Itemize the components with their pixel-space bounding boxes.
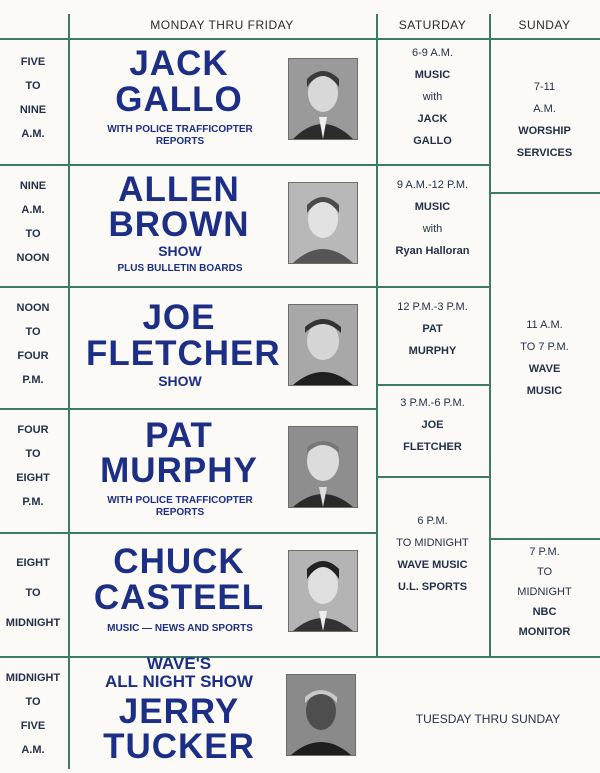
host-first-name: ALLEN (118, 170, 240, 209)
host-last-name: MURPHY (100, 451, 258, 490)
saturday-slot-5: 6 P.M. TO MIDNIGHT WAVE MUSIC U.L. SPORTS (396, 515, 469, 593)
grid-line (0, 164, 489, 166)
time-slot-midnight-to-five: MIDNIGHT TO FIVE A.M. (5, 672, 61, 756)
host-first-name: JERRY (118, 692, 240, 731)
host-first-name: JOE (142, 298, 216, 337)
host-last-name: FLETCHER (86, 334, 281, 373)
jerry-tucker-photo (286, 674, 356, 756)
host-first-name: JACK (129, 44, 229, 83)
saturday-header: SATURDAY (398, 18, 467, 32)
grid-line (376, 476, 489, 478)
joe-fletcher-photo (288, 304, 358, 386)
grid-line (489, 192, 600, 194)
host-last-name: BROWN (108, 205, 250, 244)
time-slot-four-to-eight: FOUR TO EIGHT P.M. (16, 424, 50, 508)
host-last-name: GALLO (115, 80, 243, 119)
show-label: SHOW (158, 243, 202, 259)
weekday-header: MONDAY THRU FRIDAY (150, 18, 294, 32)
host-last-name: CASTEEL (93, 578, 265, 617)
host-first-name: PAT (145, 416, 213, 455)
jack-gallo-photo (288, 58, 358, 140)
show-note: WITH POLICE TRAFFICOPTER REPORTS (107, 495, 253, 518)
time-slot-nine-to-noon: NINE A.M. TO NOON (16, 180, 50, 264)
show-pre-title: WAVE'S (146, 654, 212, 673)
host-first-name: CHUCK (113, 542, 245, 581)
show-note: MUSIC — NEWS AND SPORTS (107, 623, 253, 634)
saturday-slot-3: 12 P.M.-3 P.M. PAT MURPHY (397, 301, 468, 357)
host-last-name: TUCKER (103, 727, 255, 766)
sunday-slot-1: 7-11 A.M. WORSHIP SERVICES (516, 81, 573, 159)
time-slot-eight-to-midnight: EIGHT TO MIDNIGHT (5, 557, 61, 629)
sunday-header: SUNDAY (518, 18, 571, 32)
show-label: SHOW (158, 373, 202, 389)
saturday-slot-2: 9 A.M.-12 P.M. MUSIC with Ryan Halloran (395, 179, 470, 257)
saturday-slot-1: 6-9 A.M. MUSIC with JACK GALLO (412, 47, 453, 147)
grid-line (0, 38, 600, 40)
grid-line (0, 286, 489, 288)
pat-murphy-photo (288, 426, 358, 508)
grid-line (376, 384, 489, 386)
tuesday-thru-sunday-note: TUESDAY THRU SUNDAY (415, 712, 561, 726)
chuck-casteel-photo (288, 550, 358, 632)
time-slot-five-to-nine: FIVE TO NINE A.M. (19, 56, 47, 140)
time-slot-noon-to-four: NOON TO FOUR P.M. (16, 302, 50, 386)
saturday-slot-4: 3 P.M.-6 P.M. JOE FLETCHER (400, 397, 465, 453)
show-note: PLUS BULLETIN BOARDS (117, 263, 243, 274)
grid-line (489, 538, 600, 540)
show-pre-title: ALL NIGHT SHOW (105, 672, 253, 691)
allen-brown-photo (288, 182, 358, 264)
grid-line (0, 532, 376, 534)
show-note: WITH POLICE TRAFFICOPTER REPORTS (107, 124, 253, 147)
sunday-slot-3: 7 P.M. TO MIDNIGHT NBC MONITOR (517, 546, 572, 638)
sunday-slot-2: 11 A.M. TO 7 P.M. WAVE MUSIC (520, 319, 569, 397)
grid-line (0, 408, 376, 410)
